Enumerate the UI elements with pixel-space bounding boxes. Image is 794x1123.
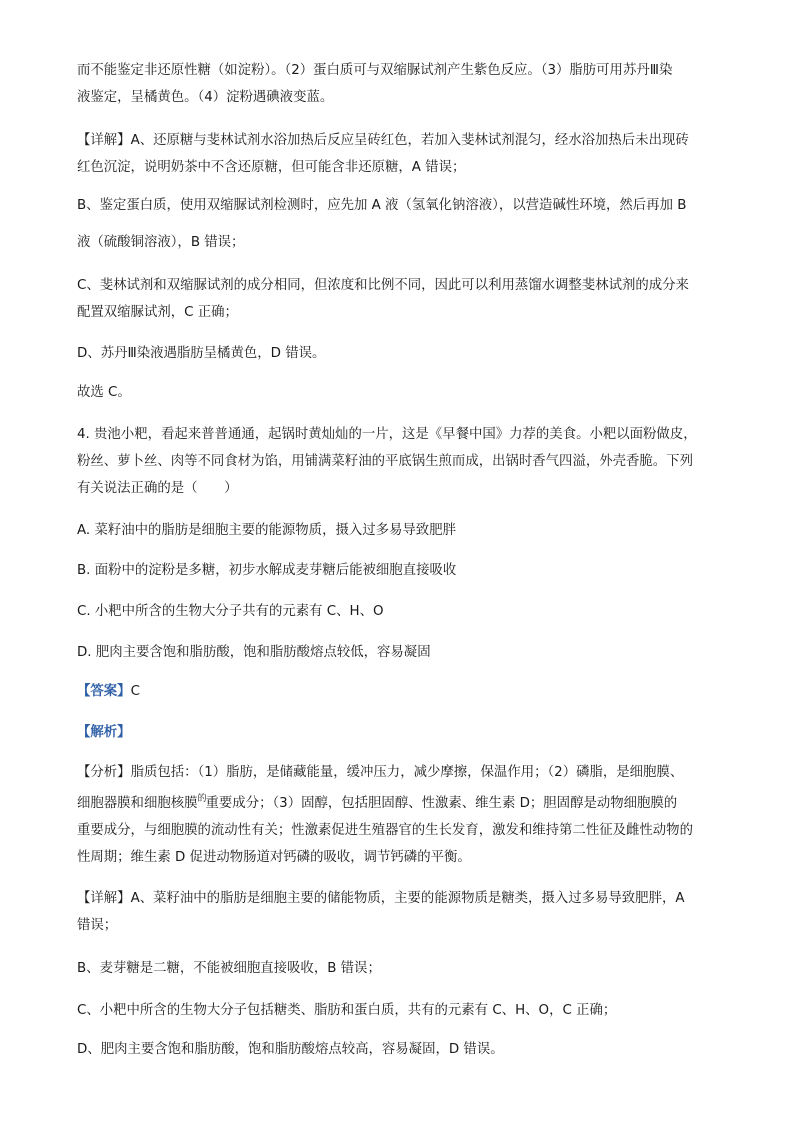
- q4-option-a-text: A. 菜籽油中的脂肪是细胞主要的能源物质，摄入过多易导致肥胖: [77, 523, 456, 538]
- intro-line-2: 液鉴定，呈橘黄色。（4）淀粉遇碘液变蓝。: [77, 90, 334, 105]
- q4-detail-a-line-1: A、菜籽油中的脂肪是细胞主要的储能物质，主要的能源物质是糖类，摄入过多易导致肥胖，A: [130, 891, 685, 906]
- fenxi-label: 【分析】: [77, 765, 131, 780]
- q4-detail-b-text: B、麦芽糖是二糖，不能被细胞直接吸收，B 错误；: [77, 961, 381, 976]
- q4-answer: [77, 678, 723, 705]
- q4-detail-c-text: C、小粑中所含的生物大分子包括糖类、脂肪和蛋白质，共有的元素有 C、H、O，C 正确；: [77, 1003, 617, 1018]
- q3-detail-d: [77, 340, 723, 367]
- q4-detail-d-text: D、肥肉主要含饱和脂肪酸，饱和脂肪酸熔点较高，容易凝固，D 错误。: [77, 1042, 504, 1057]
- q4-fenxi-line-3: 重要成分，与细胞膜的流动性有关；性激素促进生殖器官的生长发育，激发和维持第二性征及雌性动物的: [77, 823, 693, 838]
- q4-stem-line-1: 4. 贵池小粑，看起来普普通通，起锅时黄灿灿的一片，这是《早餐中国》力荐的美食。小粑以面粉做皮，: [77, 427, 697, 442]
- q3-conclusion-text: 故选 C。: [77, 385, 131, 400]
- q3-detail-a: [77, 127, 723, 181]
- q4-fenxi-line-2b: 重要成分；（3）固醇，包括胆固醇、性激素、维生素 D；胆固醇是动物细胞膜的: [205, 796, 678, 811]
- q3-detail-a-line-2: 红色沉淀，说明奶茶中不含还原糖，但可能含非还原糖，A 错误；: [77, 160, 466, 175]
- q4-option-d-text: D. 肥肉主要含饱和脂肪酸，饱和脂肪酸熔点较低，容易凝固: [77, 645, 431, 660]
- q4-detail-label: 【详解】: [77, 891, 131, 906]
- q3-detail-b-line-2: 液（硫酸铜溶液），B 错误；: [77, 235, 245, 250]
- analysis-label: 【解析】: [77, 725, 131, 740]
- q4-stem-line-2: 粉丝、萝卜丝、肉等不同食材为馅，用铺满菜籽油的平底锅生煎而成，出锅时香气四溢，外壳香脆。下列: [77, 454, 693, 469]
- q4-fenxi-superscript: 的: [197, 794, 206, 804]
- q4-option-c-text: C. 小粑中所含的生物大分子共有的元素有 C、H、O: [77, 604, 384, 619]
- q4-detail-a: [77, 885, 723, 939]
- q4-fenxi-line-4: 性周期；维生素 D 促进动物肠道对钙磷的吸收，调节钙磷的平衡。: [77, 850, 471, 865]
- q4-stem: [77, 421, 723, 502]
- q3-detail-a-line-1: A、还原糖与斐林试剂水浴加热后反应呈砖红色，若加入斐林试剂混匀，经水浴加热后未出现砖: [130, 133, 689, 148]
- q4-option-b: [77, 557, 723, 584]
- q4-option-b-text: B. 面粉中的淀粉是多糖，初步水解成麦芽糖后能被细胞直接吸收: [77, 563, 457, 578]
- q3-detail-c-line-1: C、斐林试剂和双缩脲试剂的成分相同，但浓度和比例不同，因此可以利用蒸馏水调整斐林试剂的成分来: [77, 278, 689, 293]
- detail-label: 【详解】: [77, 133, 131, 148]
- q4-stem-line-3: 有关说法正确的是（ ）: [77, 481, 238, 496]
- q4-fenxi: [77, 759, 723, 871]
- q4-fenxi-line-1: 脂质包括：（1）脂肪，是储藏能量，缓冲压力，减少摩擦，保温作用；（2）磷脂，是细胞膜、: [130, 765, 684, 780]
- intro-line-1: 而不能鉴定非还原性糖（如淀粉）。（2）蛋白质可与双缩脲试剂产生紫色反应。（3）脂肪可用苏丹Ⅲ染: [77, 63, 673, 78]
- q3-detail-b: [77, 192, 723, 219]
- intro-paragraph: [77, 57, 723, 111]
- q3-detail-c-line-2: 配置双缩脲试剂，C 正确；: [77, 305, 238, 320]
- q4-detail-a-line-2: 错误；: [77, 918, 118, 933]
- q3-detail-b-line-1: B、鉴定蛋白质，使用双缩脲试剂检测时，应先加 A 液（氢氧化钠溶液），以营造碱性环境，然后再加 B: [77, 198, 687, 213]
- q3-detail-c: [77, 272, 723, 326]
- q4-option-d: [77, 639, 723, 666]
- q3-detail-d-line-1: D、苏丹Ⅲ染液遇脂肪呈橘黄色，D 错误。: [77, 346, 326, 361]
- q4-detail-d: [77, 1036, 723, 1063]
- q4-fenxi-line-2a: 细胞器膜和细胞核膜: [77, 796, 198, 811]
- q4-option-a: [77, 517, 723, 544]
- q4-option-c: [77, 598, 723, 625]
- answer-value: C: [130, 684, 140, 699]
- q3-detail-b-cont: [77, 229, 723, 256]
- q4-detail-c: [77, 997, 723, 1024]
- q3-conclusion: [77, 379, 723, 406]
- answer-label: 【答案】: [77, 684, 131, 699]
- q4-analysis-heading: [77, 719, 723, 746]
- q4-detail-b: [77, 955, 723, 982]
